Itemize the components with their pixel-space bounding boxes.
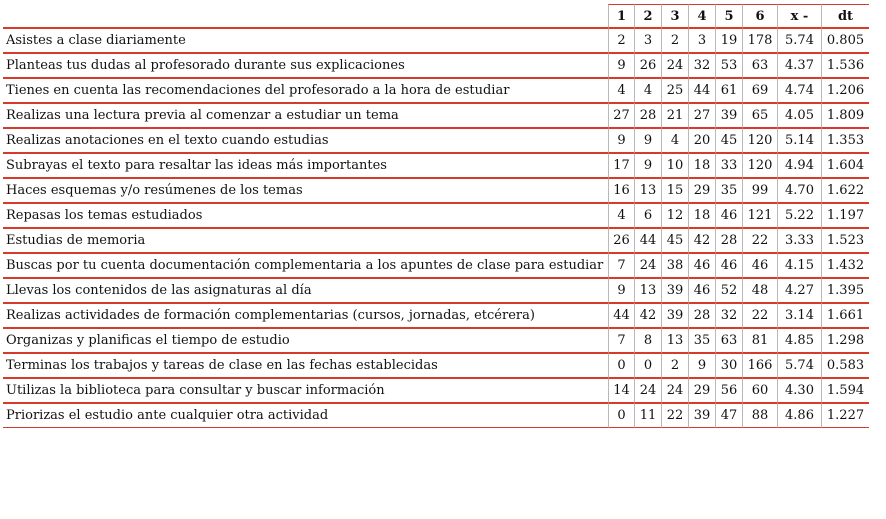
- cell-c1: 44: [608, 303, 634, 328]
- cell-mean: 5.22: [777, 203, 821, 228]
- cell-c5: 52: [715, 278, 742, 303]
- cell-c4: 29: [688, 178, 715, 203]
- header-cell-3: 3: [661, 4, 688, 28]
- cell-c1: 2: [608, 28, 634, 53]
- header-cell-question: [3, 4, 608, 28]
- cell-question: Estudias de memoria: [3, 228, 608, 253]
- cell-c1: 26: [608, 228, 634, 253]
- cell-c3: 13: [661, 328, 688, 353]
- header-cell-5: 5: [715, 4, 742, 28]
- cell-c4: 35: [688, 328, 715, 353]
- cell-question: Tienes en cuenta las recomendaciones del profesorado a la hora de estudiar: [3, 78, 608, 103]
- cell-question: Realizas actividades de formación complementarias (cursos, jornadas, etcérera): [3, 303, 608, 328]
- cell-c1: 0: [608, 403, 634, 428]
- header-cell-4: 4: [688, 4, 715, 28]
- cell-dt: 1.206: [821, 78, 869, 103]
- header-cell-dt: dt: [821, 4, 869, 28]
- cell-c1: 14: [608, 378, 634, 403]
- study-habits-table: [3, 4, 869, 428]
- cell-mean: 3.14: [777, 303, 821, 328]
- cell-c5: 39: [715, 103, 742, 128]
- table-row: [3, 328, 869, 353]
- cell-question: Planteas tus dudas al profesorado durante sus explicaciones: [3, 53, 608, 78]
- cell-c5: 61: [715, 78, 742, 103]
- cell-question: Realizas una lectura previa al comenzar a estudiar un tema: [3, 103, 608, 128]
- table-body: [3, 28, 869, 428]
- cell-c5: 47: [715, 403, 742, 428]
- cell-dt: 1.661: [821, 303, 869, 328]
- cell-c2: 6: [634, 203, 661, 228]
- cell-c5: 45: [715, 128, 742, 153]
- cell-mean: 4.70: [777, 178, 821, 203]
- cell-c4: 44: [688, 78, 715, 103]
- cell-c1: 9: [608, 128, 634, 153]
- cell-c5: 63: [715, 328, 742, 353]
- cell-c1: 27: [608, 103, 634, 128]
- cell-c6: 120: [742, 128, 777, 153]
- table-row: [3, 403, 869, 428]
- cell-c2: 13: [634, 278, 661, 303]
- table-row: [3, 353, 869, 378]
- table-row: [3, 303, 869, 328]
- cell-c2: 11: [634, 403, 661, 428]
- table-row: [3, 203, 869, 228]
- cell-c6: 22: [742, 303, 777, 328]
- cell-c4: 46: [688, 278, 715, 303]
- cell-c6: 121: [742, 203, 777, 228]
- cell-c6: 63: [742, 53, 777, 78]
- cell-mean: 4.37: [777, 53, 821, 78]
- cell-dt: 0.805: [821, 28, 869, 53]
- cell-c3: 2: [661, 28, 688, 53]
- cell-c4: 28: [688, 303, 715, 328]
- cell-mean: 3.33: [777, 228, 821, 253]
- cell-c1: 9: [608, 53, 634, 78]
- cell-dt: 1.432: [821, 253, 869, 278]
- table-row: [3, 128, 869, 153]
- cell-question: Haces esquemas y/o resúmenes de los temas: [3, 178, 608, 203]
- cell-c6: 81: [742, 328, 777, 353]
- cell-c3: 15: [661, 178, 688, 203]
- header-cell-mean: x -: [777, 4, 821, 28]
- cell-c6: 178: [742, 28, 777, 53]
- table-row: [3, 53, 869, 78]
- cell-c4: 27: [688, 103, 715, 128]
- cell-c3: 39: [661, 303, 688, 328]
- cell-c5: 53: [715, 53, 742, 78]
- cell-dt: 1.536: [821, 53, 869, 78]
- cell-c1: 9: [608, 278, 634, 303]
- cell-c5: 19: [715, 28, 742, 53]
- cell-c4: 32: [688, 53, 715, 78]
- cell-dt: 1.809: [821, 103, 869, 128]
- cell-question: Priorizas el estudio ante cualquier otra actividad: [3, 403, 608, 428]
- cell-c3: 45: [661, 228, 688, 253]
- cell-c2: 28: [634, 103, 661, 128]
- cell-c3: 39: [661, 278, 688, 303]
- cell-c2: 24: [634, 378, 661, 403]
- header-cell-2: 2: [634, 4, 661, 28]
- cell-c3: 4: [661, 128, 688, 153]
- cell-c6: 88: [742, 403, 777, 428]
- cell-mean: 4.30: [777, 378, 821, 403]
- cell-mean: 4.27: [777, 278, 821, 303]
- cell-c3: 22: [661, 403, 688, 428]
- cell-c5: 32: [715, 303, 742, 328]
- cell-c1: 16: [608, 178, 634, 203]
- table-row: [3, 103, 869, 128]
- cell-c1: 4: [608, 203, 634, 228]
- cell-dt: 1.353: [821, 128, 869, 153]
- cell-mean: 4.05: [777, 103, 821, 128]
- cell-c1: 7: [608, 328, 634, 353]
- cell-c3: 24: [661, 378, 688, 403]
- cell-c3: 38: [661, 253, 688, 278]
- cell-c6: 48: [742, 278, 777, 303]
- cell-c5: 35: [715, 178, 742, 203]
- cell-c6: 166: [742, 353, 777, 378]
- cell-c5: 56: [715, 378, 742, 403]
- cell-c3: 21: [661, 103, 688, 128]
- table-row: [3, 253, 869, 278]
- cell-dt: 1.604: [821, 153, 869, 178]
- table-row: [3, 178, 869, 203]
- cell-question: Terminas los trabajos y tareas de clase en las fechas establecidas: [3, 353, 608, 378]
- cell-c6: 60: [742, 378, 777, 403]
- cell-c2: 9: [634, 128, 661, 153]
- cell-c5: 33: [715, 153, 742, 178]
- cell-c4: 9: [688, 353, 715, 378]
- cell-mean: 4.74: [777, 78, 821, 103]
- cell-c1: 0: [608, 353, 634, 378]
- cell-dt: 1.298: [821, 328, 869, 353]
- cell-question: Buscas por tu cuenta documentación complementaria a los apuntes de clase para estudiar: [3, 253, 608, 278]
- cell-c3: 24: [661, 53, 688, 78]
- header-cell-6: 6: [742, 4, 777, 28]
- cell-c6: 46: [742, 253, 777, 278]
- cell-c6: 99: [742, 178, 777, 203]
- cell-c4: 39: [688, 403, 715, 428]
- table-row: [3, 228, 869, 253]
- cell-c1: 17: [608, 153, 634, 178]
- header-cell-1: 1: [608, 4, 634, 28]
- cell-c4: 18: [688, 203, 715, 228]
- cell-mean: 5.14: [777, 128, 821, 153]
- cell-c6: 69: [742, 78, 777, 103]
- cell-mean: 5.74: [777, 28, 821, 53]
- table-header: [3, 4, 869, 28]
- cell-dt: 1.395: [821, 278, 869, 303]
- cell-c5: 30: [715, 353, 742, 378]
- cell-c3: 2: [661, 353, 688, 378]
- cell-dt: 1.523: [821, 228, 869, 253]
- cell-question: Utilizas la biblioteca para consultar y buscar información: [3, 378, 608, 403]
- cell-c4: 46: [688, 253, 715, 278]
- cell-question: Llevas los contenidos de las asignaturas al día: [3, 278, 608, 303]
- cell-c4: 3: [688, 28, 715, 53]
- cell-c6: 120: [742, 153, 777, 178]
- cell-c2: 8: [634, 328, 661, 353]
- cell-mean: 4.94: [777, 153, 821, 178]
- table-row: [3, 378, 869, 403]
- cell-dt: 1.594: [821, 378, 869, 403]
- cell-c1: 7: [608, 253, 634, 278]
- cell-c2: 26: [634, 53, 661, 78]
- cell-mean: 5.74: [777, 353, 821, 378]
- cell-c2: 4: [634, 78, 661, 103]
- cell-c4: 20: [688, 128, 715, 153]
- cell-question: Repasas los temas estudiados: [3, 203, 608, 228]
- cell-mean: 4.86: [777, 403, 821, 428]
- cell-c1: 4: [608, 78, 634, 103]
- cell-c2: 9: [634, 153, 661, 178]
- cell-dt: 0.583: [821, 353, 869, 378]
- cell-question: Organizas y planificas el tiempo de estudio: [3, 328, 608, 353]
- table-row: [3, 78, 869, 103]
- table-row: [3, 153, 869, 178]
- cell-mean: 4.85: [777, 328, 821, 353]
- cell-c2: 24: [634, 253, 661, 278]
- cell-c5: 46: [715, 253, 742, 278]
- cell-c2: 3: [634, 28, 661, 53]
- cell-question: Subrayas el texto para resaltar las ideas más importantes: [3, 153, 608, 178]
- cell-dt: 1.197: [821, 203, 869, 228]
- cell-c5: 46: [715, 203, 742, 228]
- cell-c3: 25: [661, 78, 688, 103]
- cell-c4: 18: [688, 153, 715, 178]
- cell-c2: 13: [634, 178, 661, 203]
- cell-c5: 28: [715, 228, 742, 253]
- cell-dt: 1.227: [821, 403, 869, 428]
- cell-c3: 10: [661, 153, 688, 178]
- cell-c2: 42: [634, 303, 661, 328]
- cell-question: Asistes a clase diariamente: [3, 28, 608, 53]
- cell-mean: 4.15: [777, 253, 821, 278]
- cell-c6: 65: [742, 103, 777, 128]
- cell-c4: 42: [688, 228, 715, 253]
- table-row: [3, 28, 869, 53]
- header-row: [3, 4, 869, 28]
- table-row: [3, 278, 869, 303]
- cell-dt: 1.622: [821, 178, 869, 203]
- cell-c2: 44: [634, 228, 661, 253]
- cell-c3: 12: [661, 203, 688, 228]
- cell-c4: 29: [688, 378, 715, 403]
- cell-c2: 0: [634, 353, 661, 378]
- cell-question: Realizas anotaciones en el texto cuando estudias: [3, 128, 608, 153]
- cell-c6: 22: [742, 228, 777, 253]
